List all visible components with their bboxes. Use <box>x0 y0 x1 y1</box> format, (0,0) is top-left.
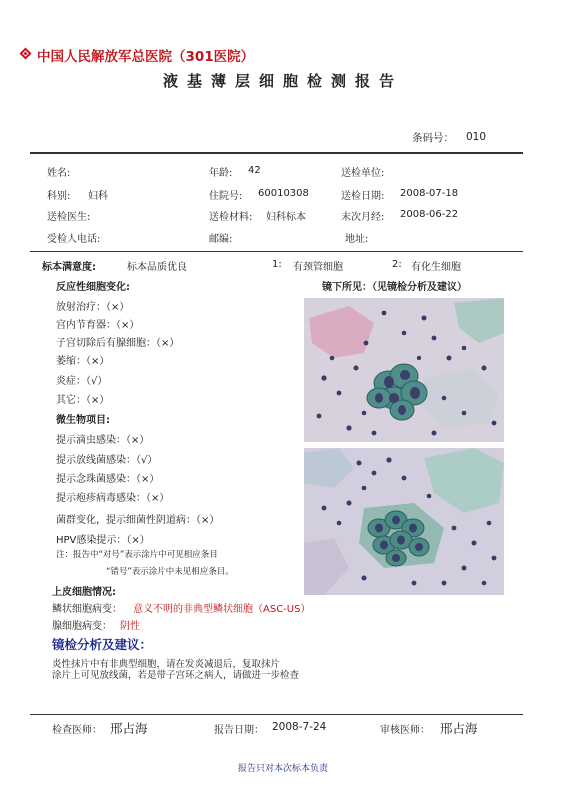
lmp-label: 末次月经: <box>341 212 385 223</box>
examiner-label: 检查医师： <box>52 725 102 736</box>
age-label: 年龄: <box>209 168 233 179</box>
material-value: 妇科标本 <box>266 212 306 223</box>
reactive-item: 宫内节育器：（×） <box>56 320 140 331</box>
squamous-label: 鳞状细胞病变： <box>52 604 122 615</box>
sample-item2: 有化生细胞 <box>411 262 461 273</box>
barcode-value: 010 <box>466 131 487 143</box>
squamous-value: 意义不明的非典型鳞状细胞（ASC-US） <box>133 604 311 615</box>
inpatient-label: 住院号: <box>209 191 243 202</box>
glandular-label: 腺细胞病变： <box>52 621 112 632</box>
reactive-item: 放射治疗：（×） <box>56 302 130 313</box>
microbe-item: 提示念珠菌感染：（×） <box>56 474 160 485</box>
zip-label: 邮编: <box>209 234 233 245</box>
barcode-label: 条码号： <box>412 132 454 144</box>
microbe-item: 提示放线菌感染：（√） <box>56 455 158 466</box>
hospital-name: 中国人民解放军总医院（301医院） <box>37 49 255 65</box>
microbe-heading: 微生物项目: <box>56 415 110 426</box>
microbe-item: 提示疱疹病毒感染：（×） <box>56 493 170 504</box>
dept-label: 科别: <box>47 191 71 202</box>
analysis-line2: 涂片上可见放线菌，若是带子宫环之病人，请做进一步检查 <box>52 670 300 681</box>
epithelial-heading: 上皮细胞情况: <box>52 587 116 598</box>
examiner-name: 邢占海 <box>110 721 148 736</box>
date-label: 送检日期: <box>341 191 385 202</box>
sample-quality-value: 标本品质优良 <box>127 262 187 273</box>
reviewer-label: 审核医师： <box>380 725 430 736</box>
lmp-value: 2008-06-22 <box>400 209 459 220</box>
age-value: 42 <box>248 165 261 176</box>
material-label: 送检材料: <box>209 212 253 223</box>
report-date: 2008-7-24 <box>272 721 327 733</box>
reactive-item: 炎症：（√） <box>56 376 108 387</box>
analysis-line1: 炎性抹片中有非典型细胞，请在发炎减退后，复取抹片 <box>52 659 281 670</box>
report-date-label: 报告日期： <box>214 725 264 736</box>
microscope-image-2 <box>304 448 504 595</box>
name-label: 姓名: <box>47 168 71 179</box>
doctor-label: 送检医生: <box>47 212 91 223</box>
sample-quality-label: 标本满意度: <box>42 262 96 273</box>
info-divider <box>30 251 523 252</box>
reactive-heading: 反应性细胞变化: <box>56 282 130 293</box>
reactive-item: 其它：（×） <box>56 395 110 406</box>
address-label: 地址: <box>345 234 369 245</box>
microscope-heading: 镜下所见：（见镜检分析及建议） <box>322 282 467 293</box>
phone-label: 受检人电话: <box>47 234 101 245</box>
report-title: 液基薄层细胞检测报告 <box>162 72 403 90</box>
reactive-item: 萎缩：（×） <box>56 356 110 367</box>
microbe-item: 提示滴虫感染：（×） <box>56 435 150 446</box>
analysis-heading: 镜检分析及建议： <box>52 637 153 652</box>
date-value: 2008-07-18 <box>400 188 459 199</box>
hospital-logo-icon <box>19 47 32 60</box>
unit-label: 送检单位: <box>341 168 385 179</box>
microscope-image-1 <box>304 298 504 442</box>
inpatient-value: 60010308 <box>258 188 309 199</box>
sample-item2-num: 2: <box>392 259 402 270</box>
footer-disclaimer: 报告只对本次标本负责 <box>237 764 328 774</box>
note-line1: 注：报告中“对号”表示涂片中可见相应条目 <box>56 550 218 560</box>
sample-item1-num: 1: <box>272 259 282 270</box>
glandular-value: 阴性 <box>120 621 140 632</box>
note-line2: “错号”表示涂片中未见相应条目。 <box>106 567 234 577</box>
reviewer-name: 邢占海 <box>440 721 478 736</box>
reactive-item: 子宫切除后有腺细胞：（×） <box>56 338 180 349</box>
signoff-divider <box>30 714 523 715</box>
microbe-item: 菌群变化，提示细菌性阴道病：（×） <box>56 515 220 526</box>
microbe-item: HPV感染提示：（×） <box>56 535 150 546</box>
dept-value: 妇科 <box>88 191 108 202</box>
top-divider <box>30 152 523 154</box>
sample-item1: 有颈管细胞 <box>293 262 343 273</box>
